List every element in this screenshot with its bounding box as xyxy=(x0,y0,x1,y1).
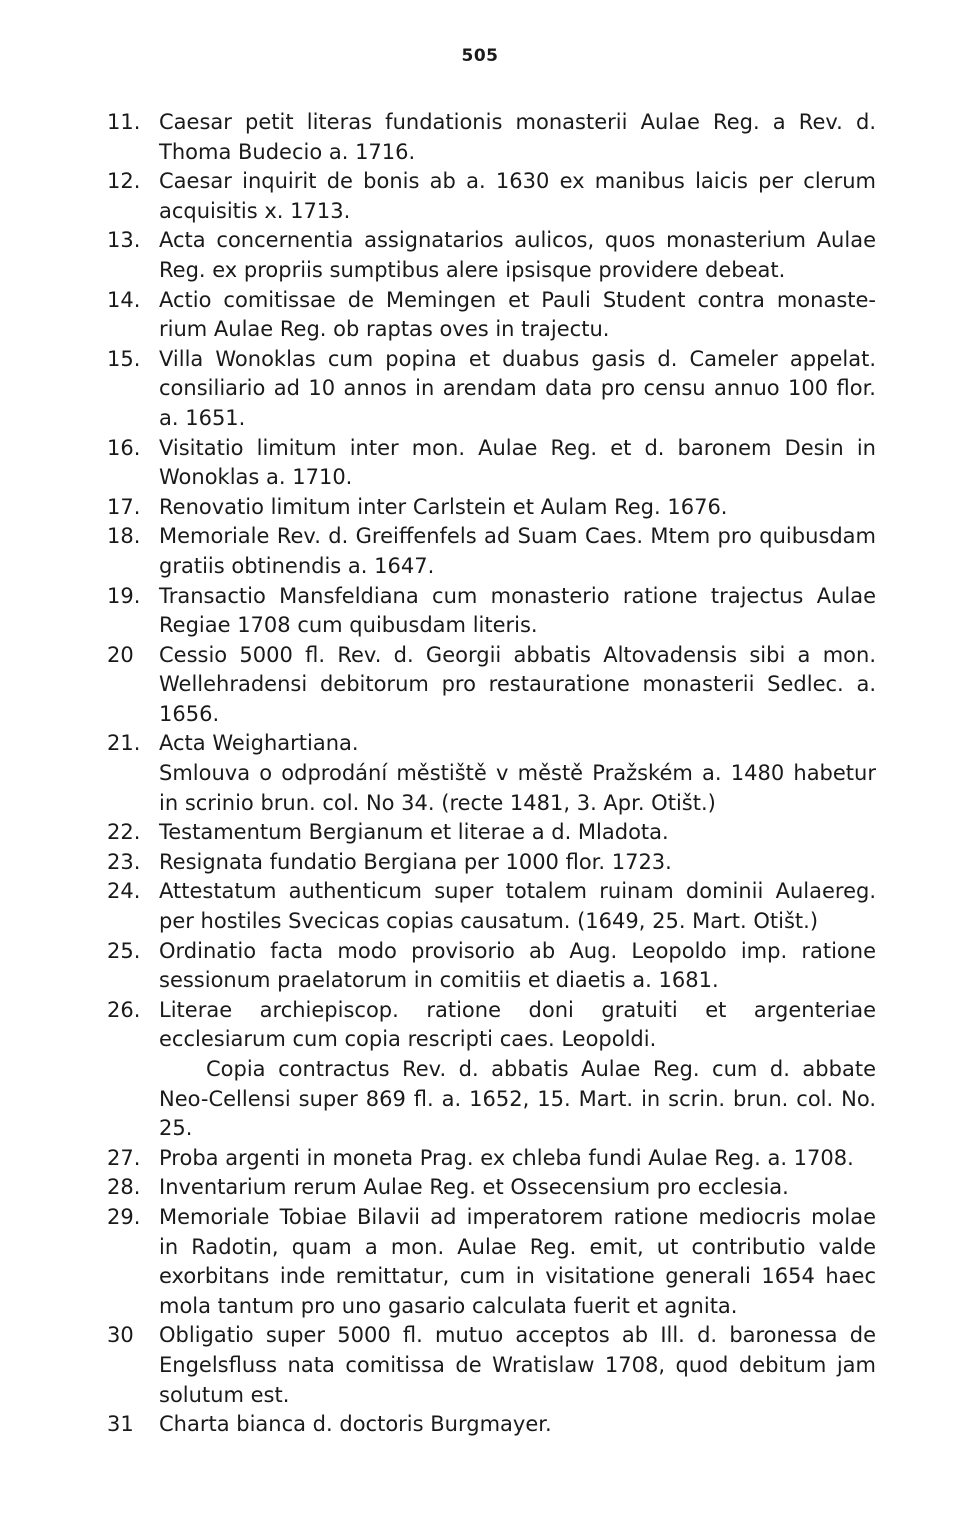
list-item xyxy=(0,582,876,641)
entry-number: 25. xyxy=(107,938,141,963)
entry-number: 21. xyxy=(107,731,141,756)
entry-text: Proba argenti in moneta Prag. ex chleba fundi Aulae Reg. a. 1708. xyxy=(159,1145,854,1170)
entry-note: Copia contractus Rev. d. abbatis Aulae Reg. cum d. abbate Neo-Cellensi super 869 fl. a. 1652, 15. Mart. in scrin. brun. col. No. 25. xyxy=(159,1057,876,1141)
entry-text: Obligatio super 5000 fl. mutuo acceptos ab Ill. d. baronessa de Engelsfluss nata comitissa de Wratislaw 1708, quod debitum jam solutum est. xyxy=(159,1323,876,1407)
list-item xyxy=(0,729,876,759)
list-item xyxy=(0,818,876,848)
entry-number: 26. xyxy=(107,997,141,1022)
list-item xyxy=(0,1321,876,1410)
entry-number: 31 xyxy=(107,1412,134,1437)
entry-number: 28. xyxy=(107,1175,141,1200)
entry-text: Literae archiepiscop. ratione doni gratuiti et argenteriae ecclesiarum cum copia rescripti caes. Leopoldi. xyxy=(159,997,876,1052)
entry-text: Memoriale Tobiae Bilavii ad imperatorem ratione mediocris molae in Radotin, quam a mon. Aulae Reg. emit, ut contributio valde exorbitans inde remittatur, cum in visitatione generali 1654 haec mola tantum pro uno gasario calculata fuerit et agnita. xyxy=(159,1204,876,1318)
list-item xyxy=(0,848,876,878)
entry-number: 13. xyxy=(107,228,141,253)
entry-list xyxy=(0,108,960,1440)
list-item xyxy=(0,226,876,285)
entry-text: Resignata fundatio Bergiana per 1000 flor. 1723. xyxy=(159,849,672,874)
entry-text: Attestatum authenticum super totalem ruinam dominii Aulaereg. per hostiles Svecicas copias causatum. (1649, 25. Mart. Otišt.) xyxy=(159,879,876,934)
list-item xyxy=(0,1144,876,1174)
entry-text: Caesar inquirit de bonis ab a. 1630 ex manibus laicis per clerum acquisitis x. 1713. xyxy=(159,169,876,223)
entry-text: Actio comitissae de Memingen et Pauli Student contra monaste- rium Aulae Reg. ob raptas oves in trajectu. xyxy=(159,287,876,342)
entry-number: 23. xyxy=(107,849,141,874)
list-item xyxy=(0,345,876,434)
entry-number: 12. xyxy=(107,169,141,194)
entry-number: 18. xyxy=(107,524,141,549)
entry-text: Inventarium rerum Aulae Reg. et Ossecensium pro ecclesia. xyxy=(159,1175,789,1200)
list-item xyxy=(0,167,876,226)
entry-text: Testamentum Bergianum et literae a d. Mladota. xyxy=(159,820,669,845)
list-item xyxy=(0,522,876,581)
entry-number: 14. xyxy=(107,287,141,312)
entry-text: Charta bianca d. doctoris Burgmayer. xyxy=(159,1412,552,1437)
entry-text: Villa Wonoklas cum popina et duabus gasis d. Cameler appelat. consiliario ad 10 annos in arendam data pro censu annuo 100 flor. a. 1651. xyxy=(159,346,876,430)
list-item xyxy=(0,286,876,345)
entry-number: 24. xyxy=(107,879,141,904)
entry-number: 15. xyxy=(107,346,141,371)
entry-number: 30 xyxy=(107,1323,134,1348)
entry-note: Smlouva o odprodání městiště v městě Pražském a. 1480 habetur in scrinio brun. col. No 34. (recte 1481, 3. Apr. Otišt.) xyxy=(159,761,876,815)
entry-text: Visitatio limitum inter mon. Aulae Reg. et d. baronem Desin in Wonoklas a. 1710. xyxy=(159,435,876,490)
entry-text: Caesar petit literas fundationis monasterii Aulae Reg. a Rev. d. Thoma Budecio a. 1716. xyxy=(159,110,876,164)
page-number: 505 xyxy=(461,46,499,66)
entry-number: 29. xyxy=(107,1204,141,1229)
list-item xyxy=(0,641,876,730)
entry-number: 17. xyxy=(107,494,141,519)
entry-number: 20 xyxy=(107,642,134,667)
list-item xyxy=(0,1173,876,1203)
entry-text: Renovatio limitum inter Carlstein et Aulam Reg. 1676. xyxy=(159,494,728,519)
entry-text: Ordinatio facta modo provisorio ab Aug. Leopoldo imp. ratione sessionum praelatorum in comitiis et diaetis a. 1681. xyxy=(159,938,876,993)
entry-number: 22. xyxy=(107,820,141,845)
entry-number: 19. xyxy=(107,583,141,608)
list-item xyxy=(0,1203,876,1321)
entry-text: Transactio Mansfeldiana cum monasterio ratione trajectus Aulae Regiae 1708 cum quibusdam literis. xyxy=(159,583,876,638)
list-item xyxy=(0,996,876,1055)
list-item xyxy=(0,434,876,493)
entry-number: 27. xyxy=(107,1145,141,1170)
entry-number: 16. xyxy=(107,435,141,460)
list-item xyxy=(0,937,876,996)
entry-text: Memoriale Rev. d. Greiffenfels ad Suam Caes. Mtem pro quibusdam gratiis obtinendis a. 1647. xyxy=(159,524,876,578)
list-item xyxy=(0,108,876,167)
entry-number: 11. xyxy=(107,110,141,134)
entry-text: Acta concernentia assignatarios aulicos, quos monasterium Aulae Reg. ex propriis sumptibus alere ipsisque providere debeat. xyxy=(159,228,876,282)
list-item xyxy=(0,877,876,936)
entry-text: Acta Weighartiana. xyxy=(159,731,359,756)
list-item xyxy=(0,1410,876,1440)
entry-text: Cessio 5000 fl. Rev. d. Georgii abbatis Altovadensis sibi a mon. Wellehradensi debitorum pro restauratione monasterii Sedlec. a. 1656. xyxy=(159,642,876,726)
list-item xyxy=(0,493,876,523)
